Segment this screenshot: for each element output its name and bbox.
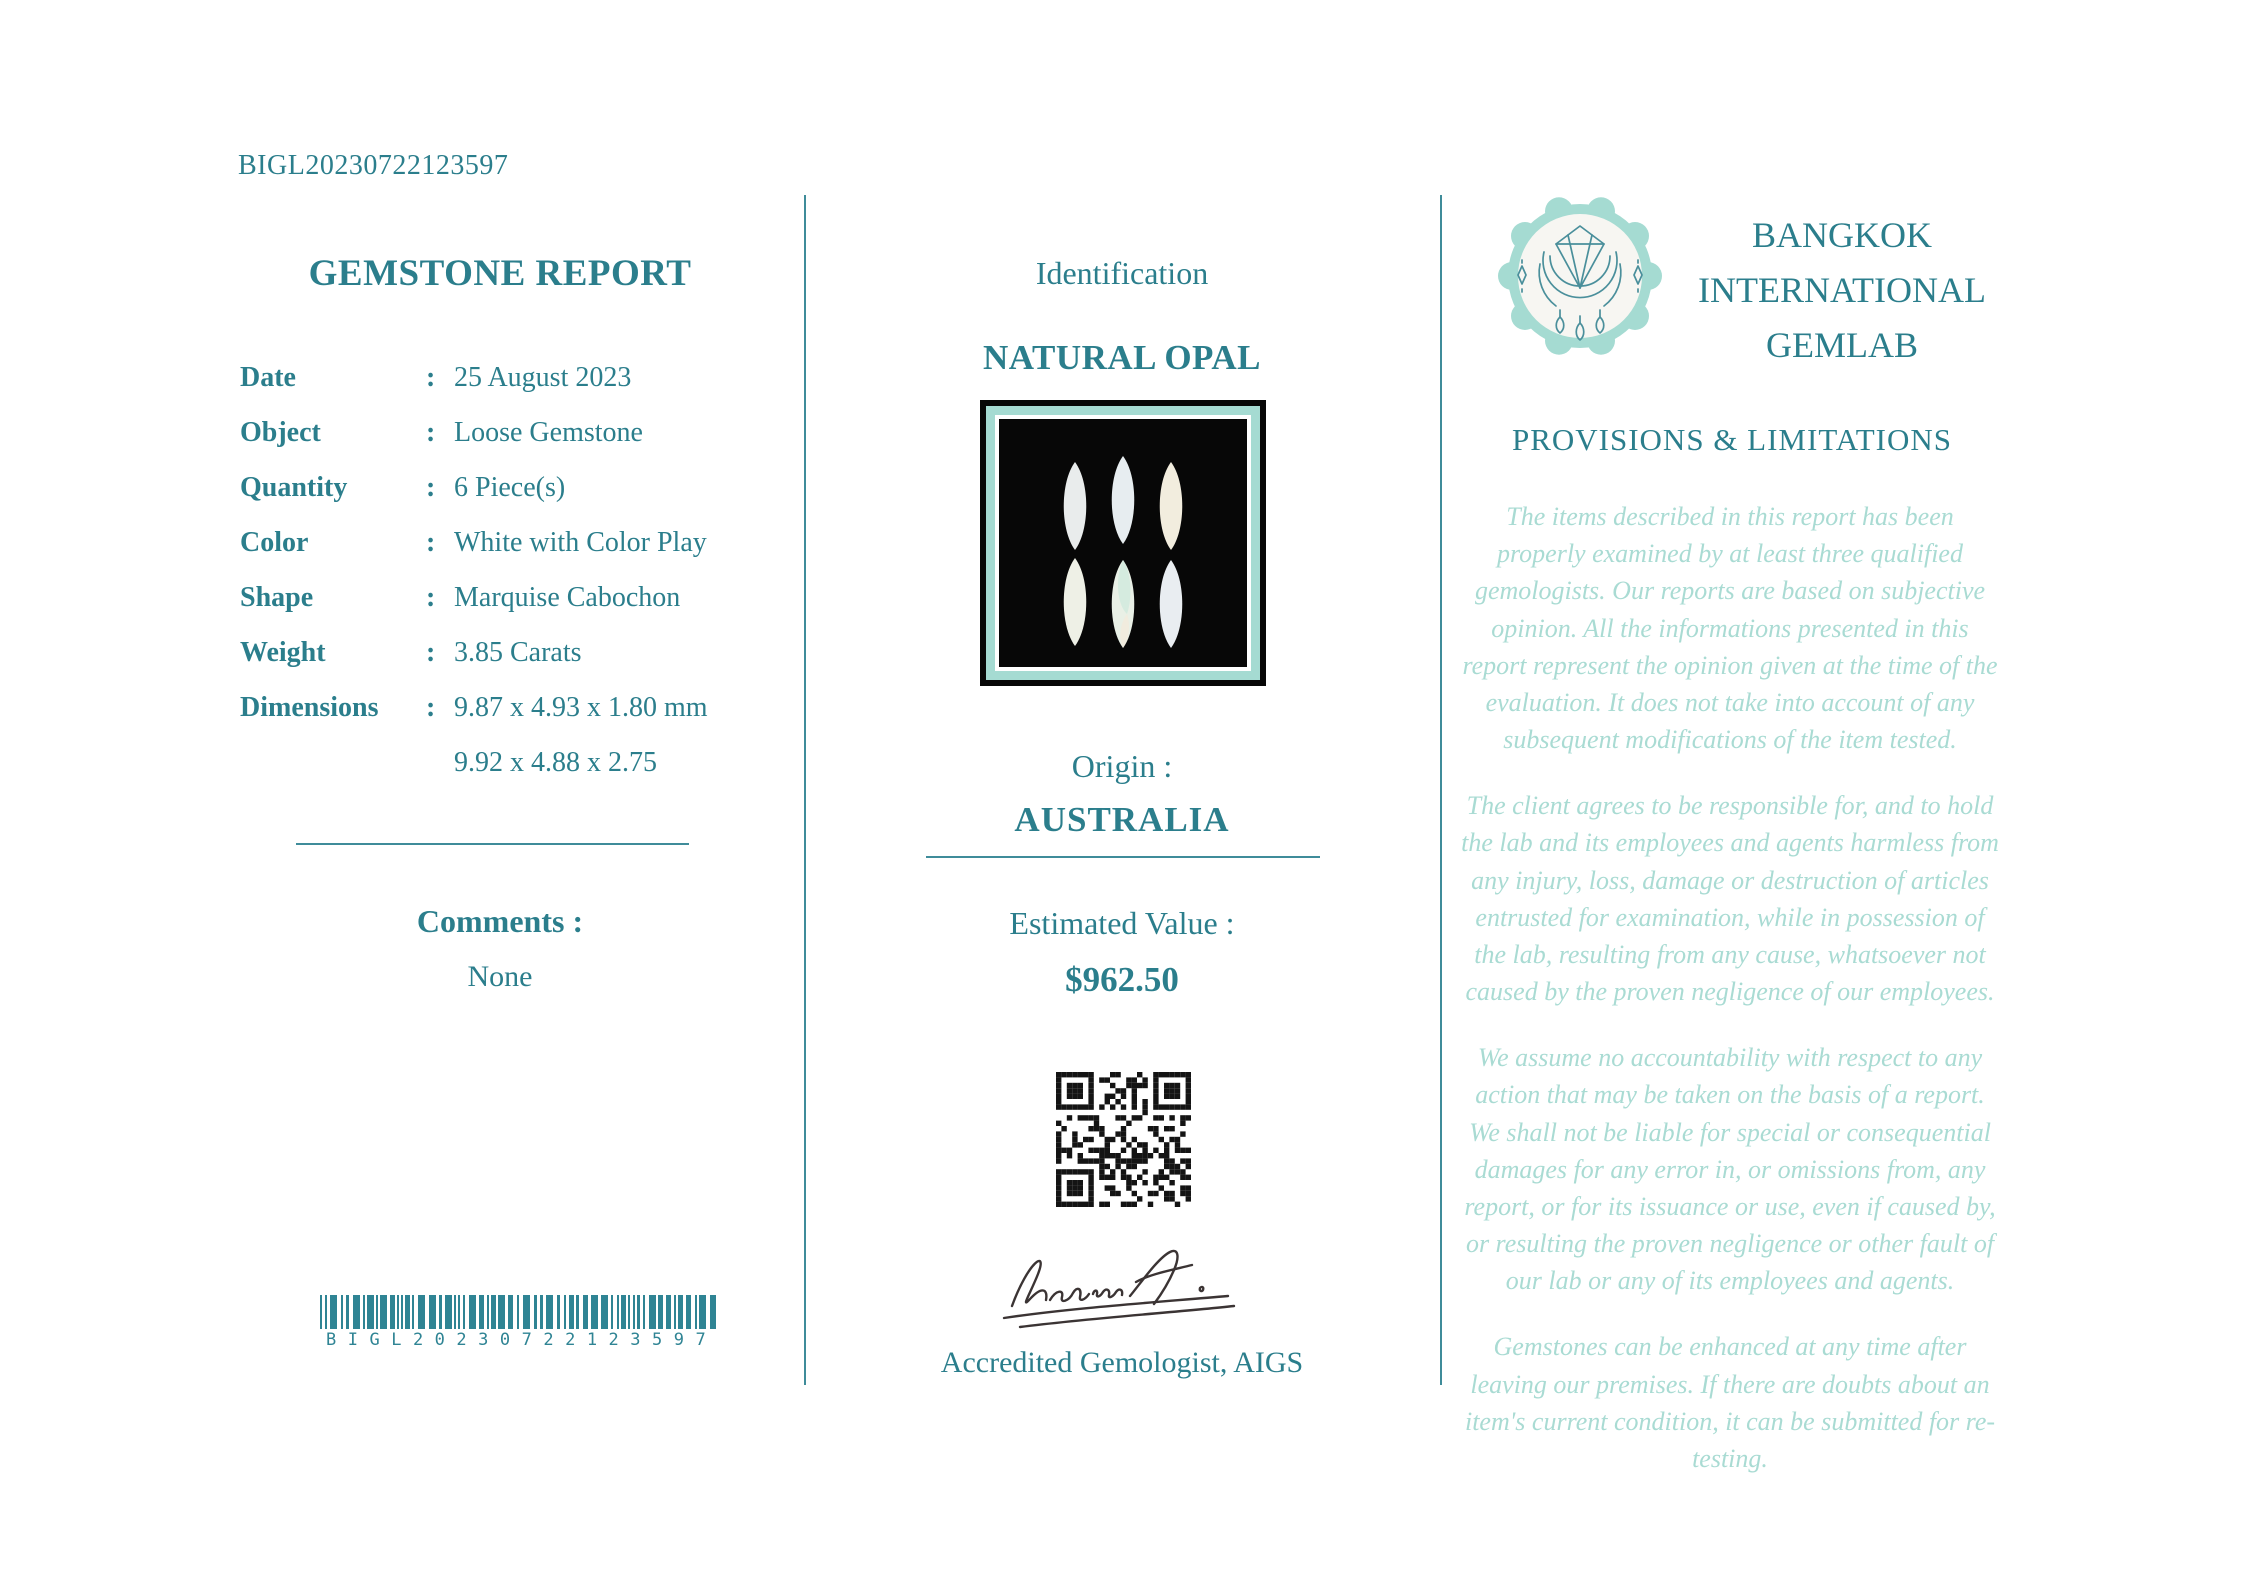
- field-colon: :: [426, 637, 436, 668]
- field-label: Quantity: [240, 472, 348, 503]
- gemstone-photo: [980, 400, 1266, 686]
- lab-name-line: GEMLAB: [1766, 325, 1918, 365]
- lab-name-line: INTERNATIONAL: [1698, 270, 1986, 310]
- field-value: Loose Gemstone: [454, 417, 643, 448]
- signature-image: [990, 1244, 1250, 1344]
- provision-paragraph-1: The items described in this report has been properly examined by at least three qualified gemologists. Our reports are based on subjective opinion. All the informations presented in this report represent the opinion given at the time of the evaluation. It does not take into account of any subsequent modifications of the item tested.: [1462, 502, 1998, 755]
- barcode: [320, 1295, 716, 1350]
- field-row-weight: [240, 637, 770, 692]
- comments-label: Comments :: [416, 903, 584, 939]
- field-colon: :: [426, 692, 436, 723]
- left-section-divider: [296, 843, 689, 845]
- field-label: Dimensions: [240, 692, 379, 723]
- middle-section-divider: [926, 856, 1320, 858]
- provision-paragraph-3: We assume no accountability with respect to any action that may be taken on the basis of a report. We shall not be liable for special or consequential damages for any error in, or omissions from, any report, or for its issuance or use, even if caused by, or resulting the proven negligence or other fault of our lab or any of its employees and agents.: [1464, 1043, 1996, 1296]
- field-colon: :: [426, 362, 436, 393]
- field-label: Shape: [240, 582, 314, 613]
- provision-paragraph-4: Gemstones can be enhanced at any time after leaving our premises. If there are doubts about an item's current condition, it can be submitted for re-testing.: [1464, 1332, 1996, 1473]
- estimated-value-label: Estimated Value :: [1009, 905, 1235, 941]
- field-label: Object: [240, 417, 321, 448]
- comments-value: None: [467, 960, 533, 993]
- report-number: BIGL20230722123597: [238, 150, 509, 181]
- identification-heading: Identification: [1035, 255, 1209, 291]
- report-title: GEMSTONE REPORT: [308, 253, 692, 294]
- field-colon: :: [426, 582, 436, 613]
- field-row-date: [240, 362, 770, 417]
- field-colon: :: [426, 527, 436, 558]
- field-value: 9.92 x 4.88 x 2.75: [454, 747, 657, 778]
- provisions-paragraphs: [1460, 498, 2000, 1506]
- lab-name-line: BANGKOK: [1752, 215, 1932, 255]
- field-row-shape: [240, 582, 770, 637]
- identification-result: NATURAL OPAL: [983, 338, 1261, 377]
- barcode-text: BIGL20230722123597: [326, 1330, 718, 1350]
- origin-value: AUSTRALIA: [1014, 800, 1230, 839]
- estimated-value-amount: $962.50: [1065, 960, 1179, 999]
- field-value: White with Color Play: [454, 527, 707, 558]
- column-divider-left: [804, 195, 806, 1385]
- field-value: Marquise Cabochon: [454, 582, 681, 613]
- field-value: 6 Piece(s): [454, 472, 566, 503]
- provisions-heading: PROVISIONS & LIMITATIONS: [1511, 422, 1953, 457]
- field-value: 9.87 x 4.93 x 1.80 mm: [454, 692, 708, 723]
- lab-name: [1666, 208, 2018, 373]
- field-row-color: [240, 527, 770, 582]
- column-divider-right: [1440, 195, 1442, 1385]
- field-row-dimensions: [240, 747, 770, 802]
- photo-white-inner-frame: [995, 415, 1251, 671]
- signer-title: Accredited Gemologist, AIGS: [940, 1346, 1304, 1379]
- field-colon: :: [426, 472, 436, 503]
- field-row-quantity: [240, 472, 770, 527]
- field-row-object: [240, 417, 770, 472]
- provision-paragraph-2: The client agrees to be responsible for, and to hold the lab and its employees and agents harmless from any injury, loss, damage or destruction of articles entrusted for examination, while in possession of the lab, resulting from any cause, whatsoever not caused by the proven negligence of our employees.: [1461, 791, 1999, 1007]
- barcode-bars-image: [320, 1295, 716, 1329]
- lab-logo: [1498, 194, 1662, 358]
- field-label: Weight: [240, 637, 326, 668]
- report-fields-table: [240, 362, 770, 802]
- field-label: Color: [240, 527, 309, 558]
- qr-code: [1056, 1072, 1191, 1207]
- photo-mint-frame: [986, 406, 1260, 680]
- field-label: Date: [240, 362, 296, 393]
- field-colon: :: [426, 417, 436, 448]
- field-value: 25 August 2023: [454, 362, 632, 393]
- origin-label: Origin :: [1071, 748, 1173, 784]
- field-value: 3.85 Carats: [454, 637, 582, 668]
- field-row-dimensions: [240, 692, 770, 747]
